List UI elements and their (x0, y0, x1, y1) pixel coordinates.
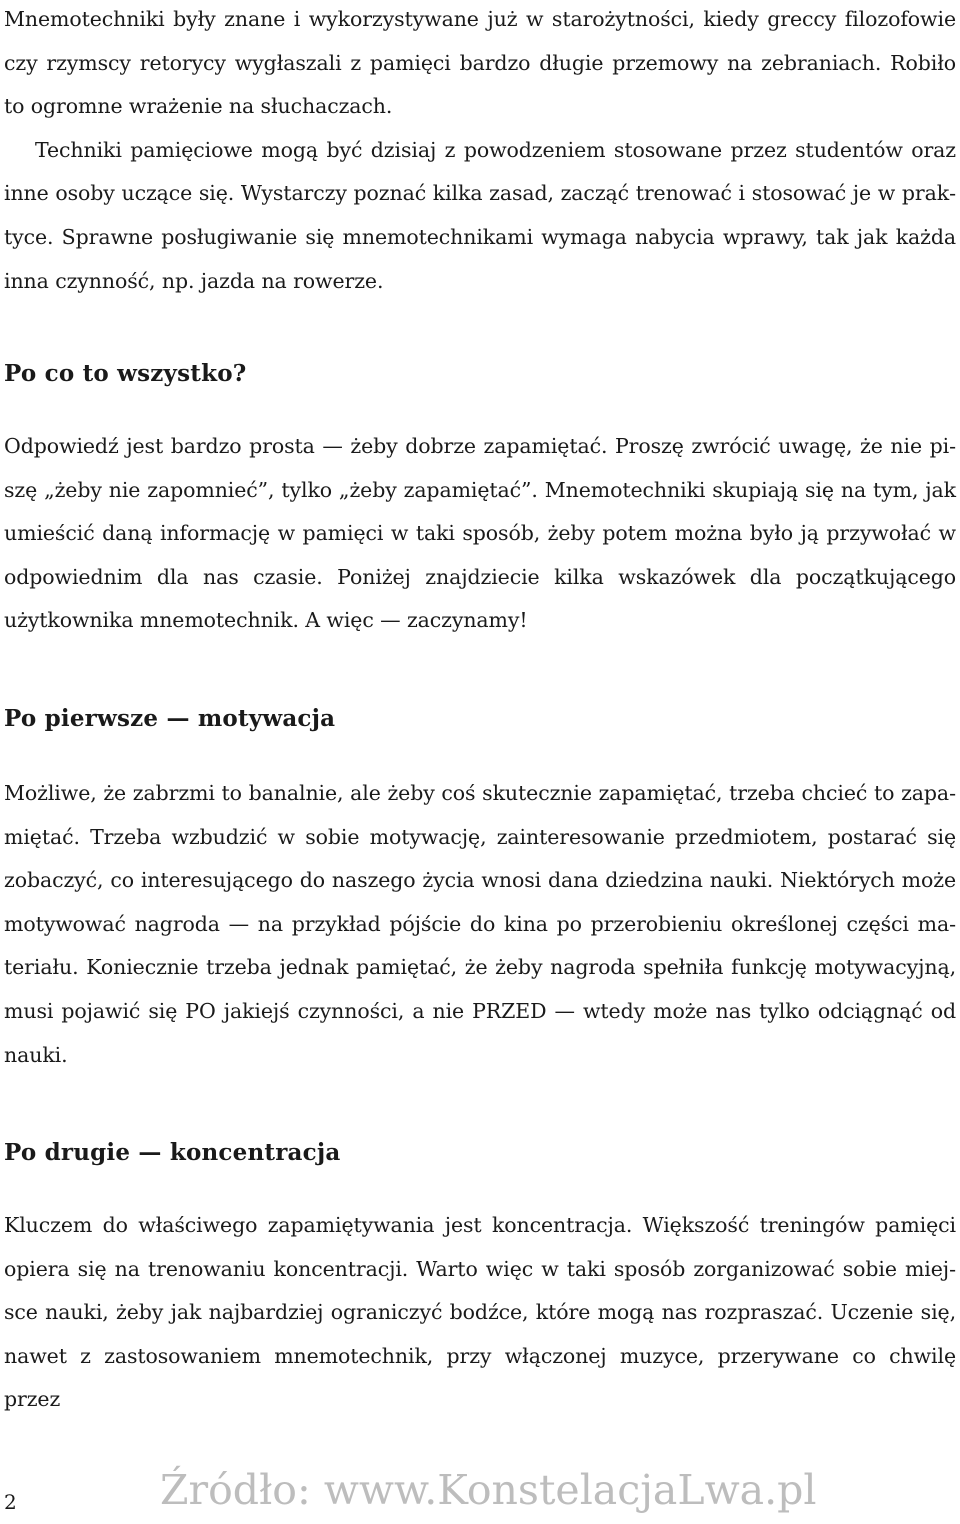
intro-sentence-2: Techniki pamięciowe mogą być dzisiaj z powodzeniem stosowane przez studentów oraz inne osoby uczące się. Wystarczy poznać kilka zasad, zacząć trenować i stosować je w praktyce. Sprawne posługiwanie się mnemotechnikami wymaga nabycia wprawy, tak jak każda inna czynność, np. jazda na rowerze. (4, 137, 956, 293)
section-paragraph-motywacja: Możliwe, że zabrzmi to banalnie, ale żeby coś skutecznie zapamiętać, trzeba chcieć to zapamiętać. Trzeba wzbudzić w sobie motywację, zainteresowanie przedmiotem, postarać się zobaczyć, co interesującego do naszego życia wnosi dana dziedzina nauki. Niektórych może motywować nagroda — na przykład pójście do kina po przerobieniu określonej części materiału. Koniecznie trzeba jednak pamiętać, że żeby nagroda spełniła funkcję motywacyjną, musi pojawić się PO jakiejś czynności, a nie PRZED — wtedy może nas tylko odciągnąć od nauki. (4, 781, 956, 1067)
section-heading-po-co: Po co to wszystko? (4, 360, 247, 387)
section-heading-koncentracja: Po drugie — koncentracja (4, 1139, 341, 1166)
source-watermark: Źródło: www.KonstelacjaLwa.pl (160, 1466, 817, 1514)
section-paragraph-koncentracja: Kluczem do właściwego zapamiętywania jest koncentracja. Większość treningów pamięci opiera się na trenowaniu koncentracji. Warto więc w taki sposób zorganizować sobie miejsce nauki, żeby jak najbardziej ograniczyć bodźce, które mogą nas rozpraszać. Uczenie się, nawet z zastosowaniem mnemotechnik, przy włączonej muzyce, przerywane co chwilę przez (4, 1213, 956, 1412)
intro-sentence-1: Mnemotechniki były znane i wykorzystywane już w starożytności, kiedy greccy filozofowie czy rzymscy retorycy wygłaszali z pamięci bardzo długie przemowy na zebraniach. Robiło to ogromne wrażenie na słuchaczach. (4, 7, 956, 119)
section-paragraph-po-co: Odpowiedź jest bardzo prosta — żeby dobrze zapamiętać. Proszę zwrócić uwagę, że nie piszę „żeby nie zapomnieć”, tylko „żeby zapamiętać”. Mnemotechniki skupiają się na tym, jak umieścić daną informację w pamięci w taki sposób, żeby potem można było ją przywołać w odpowiednim dla nas czasie. Poniżej znajdziecie kilka wskazówek dla początkującego użytkownika mnemotechnik. A więc — zaczynamy! (4, 434, 956, 633)
section-heading-motywacja: Po pierwsze — motywacja (4, 705, 336, 732)
intro-paragraph (4, 0, 956, 303)
page-number: 2 (4, 1490, 17, 1514)
